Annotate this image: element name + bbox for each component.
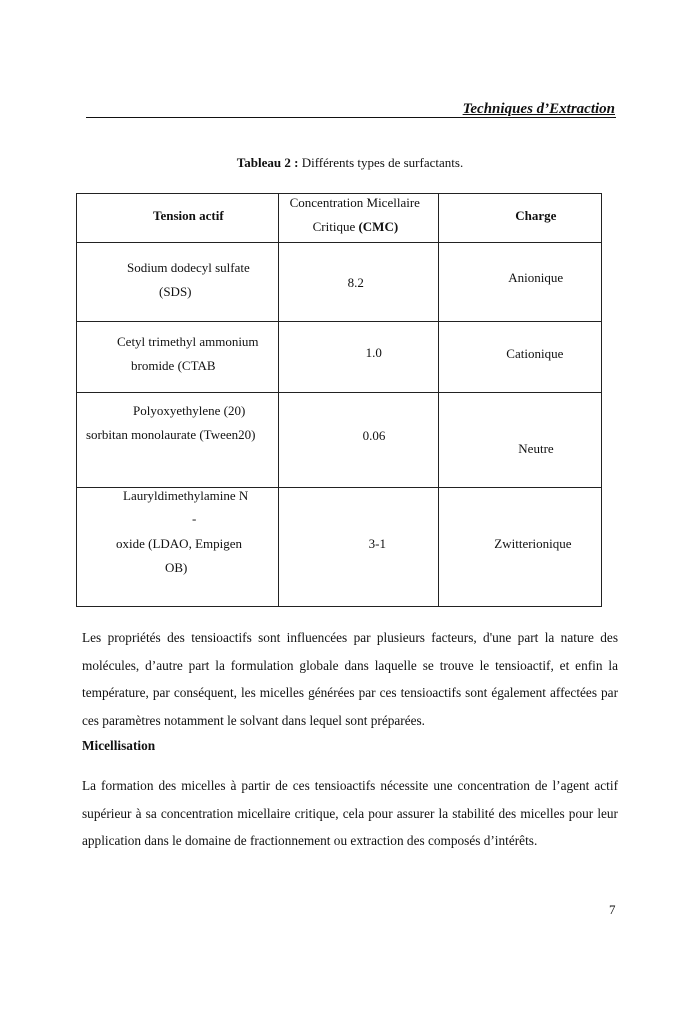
row-name-line: Sodium dodecyl sulfate bbox=[127, 260, 250, 275]
header-rule bbox=[86, 117, 616, 118]
header-charge: Charge bbox=[515, 208, 557, 223]
row-name-line: sorbitan monolaurate (Tween20) bbox=[86, 427, 256, 442]
row-cmc: 3-1 bbox=[368, 536, 386, 551]
caption-label: Tableau 2 : bbox=[236, 155, 299, 170]
row-name-line: oxide (LDAO, Empigen bbox=[116, 536, 243, 551]
row-charge: Neutre bbox=[518, 441, 554, 456]
row-cmc: 0.06 bbox=[362, 428, 386, 443]
header-cmc-critique: Critique bbox=[312, 219, 359, 234]
running-header-title: Techniques d’Extraction bbox=[462, 101, 615, 117]
table-header-row bbox=[77, 194, 602, 243]
table-caption bbox=[0, 155, 700, 171]
caption-text: Différents types de surfactants. bbox=[298, 155, 464, 170]
row-name-line: Polyoxyethylene (20) bbox=[133, 403, 246, 418]
surfactants-table bbox=[76, 193, 602, 607]
row-charge: Zwitterionique bbox=[494, 536, 572, 551]
row-name-line: - bbox=[192, 511, 197, 526]
paragraph-micellisation: La formation des micelles à partir de ces tensioactifs nécessite une concentration de l’agent actif supérieur à sa concentration micellaire critique, cela pour assurer la stabilité des micelles pour leur application dans le domaine de fractionnement ou extraction des composés d’intérêts. bbox=[82, 778, 618, 848]
row-name-line: bromide (CTAB bbox=[131, 358, 216, 373]
header-cmc-line1: Concentration Micellaire bbox=[289, 195, 420, 210]
page-number: 7 bbox=[609, 902, 616, 917]
header-tension-actif: Tension actif bbox=[153, 208, 224, 223]
table-row bbox=[77, 243, 602, 322]
row-charge: Anionique bbox=[508, 270, 564, 285]
row-cmc: 8.2 bbox=[347, 275, 364, 290]
row-name-line: OB) bbox=[165, 560, 188, 575]
paragraph-properties: Les propriétés des tensioactifs sont influencées par plusieurs facteurs, d'une part la nature des molécules, d’autre part la formulation globale dans laquelle se trouve le tensioactif, et enfin la température, par conséquent, les micelles générées par ces tensioactifs sont également affectées par ces paramètres notamment le solvant dans lequel sont préparées. bbox=[82, 630, 618, 728]
table-row bbox=[77, 488, 602, 607]
row-cmc: 1.0 bbox=[365, 345, 382, 360]
row-name-line: Cetyl trimethyl ammonium bbox=[117, 334, 259, 349]
row-name-line: Lauryldimethylamine N bbox=[123, 488, 249, 503]
header-cmc-abbr: (CMC) bbox=[358, 219, 399, 234]
section-heading: Micellisation bbox=[82, 738, 156, 753]
table-row bbox=[77, 322, 602, 393]
table-row bbox=[77, 393, 602, 488]
header-cmc-line2 bbox=[313, 215, 399, 239]
row-name-line: (SDS) bbox=[159, 284, 192, 299]
row-charge: Cationique bbox=[506, 346, 564, 361]
